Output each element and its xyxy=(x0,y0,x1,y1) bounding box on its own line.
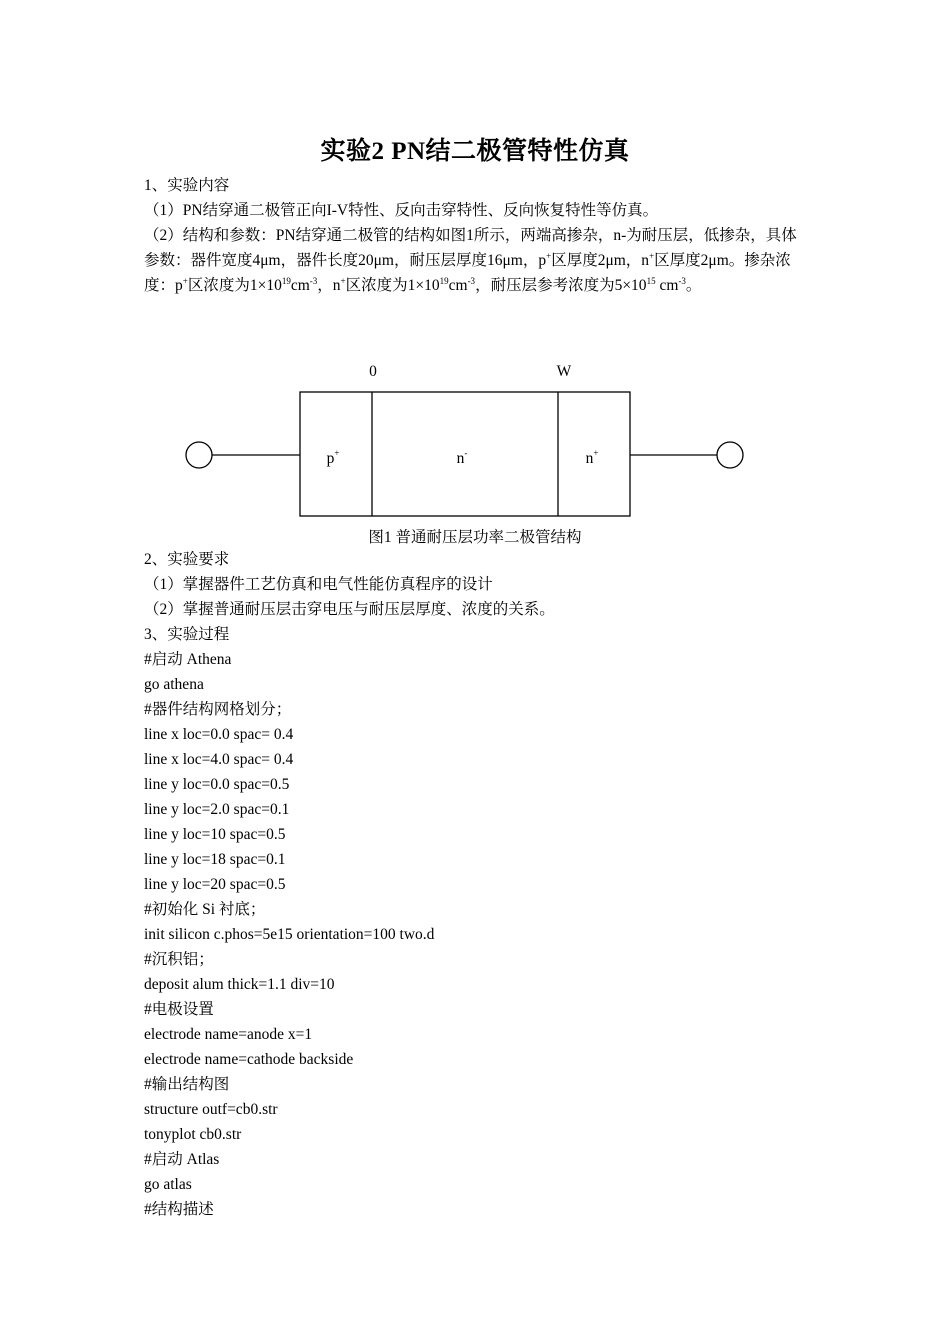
position-label-0: 0 xyxy=(369,363,377,380)
code-line: #沉积铝； xyxy=(144,951,214,968)
anode-terminal xyxy=(186,442,212,468)
code-line: #初始化 Si 衬底； xyxy=(144,901,266,918)
code-line: line x loc=4.0 spac= 0.4 xyxy=(144,751,294,768)
position-label-w: W xyxy=(556,363,572,380)
item2-line2: 参数：器件宽度4μm，器件长度20μm，耐压层厚度16μm，p+区厚度2μm，n+区厚度2μm。掺杂浓 xyxy=(144,251,791,269)
code-line: line y loc=0.0 spac=0.5 xyxy=(144,776,290,793)
cathode-terminal xyxy=(717,442,743,468)
item2-line3: 度：p+区浓度为$1\times 10^{19}cm^{-3}$，n+区浓度为$1\times 10^{19}cm^{-3}$，耐压层参考浓度为$5\times 10^{15}$ $cm^{-3}$。 xyxy=(144,276,702,294)
figure-caption: 图1 普通耐压层功率二极管结构 xyxy=(368,529,582,546)
region-n-minus-label: n- xyxy=(456,448,468,467)
region-n-plus-label: n+ xyxy=(585,448,599,467)
code-line: deposit alum thick=1.1 div=10 xyxy=(144,976,335,993)
code-line: #器件结构网格划分； xyxy=(144,701,292,718)
code-line: #电极设置 xyxy=(144,1001,214,1018)
section1-heading: 1、实验内容 xyxy=(144,177,230,194)
code-line: go atlas xyxy=(144,1176,192,1193)
code-line: structure outf=cb0.str xyxy=(144,1101,278,1118)
diode-structure-diagram xyxy=(0,350,950,530)
section2-heading: 2、实验要求 xyxy=(144,551,230,568)
section1-item1: （1）PN结穿通二极管正向I-V特性、反向击穿特性、反向恢复特性等仿真。 xyxy=(144,202,659,219)
code-line: line y loc=18 spac=0.1 xyxy=(144,851,286,868)
code-line: #输出结构图 xyxy=(144,1076,230,1093)
code-line: line y loc=2.0 spac=0.1 xyxy=(144,801,290,818)
code-line: line y loc=20 spac=0.5 xyxy=(144,876,286,893)
code-line: electrode name=anode x=1 xyxy=(144,1026,313,1043)
code-line: line x loc=0.0 spac= 0.4 xyxy=(144,726,294,743)
section3-heading: 3、实验过程 xyxy=(144,626,230,643)
code-line: line y loc=10 spac=0.5 xyxy=(144,826,286,843)
section2-item1: （1）掌握器件工艺仿真和电气性能仿真程序的设计 xyxy=(144,576,493,593)
code-line: #启动 Athena xyxy=(144,651,232,668)
section1-item2 xyxy=(144,223,808,298)
code-line: go athena xyxy=(144,676,204,693)
code-line: #启动 Atlas xyxy=(144,1151,220,1168)
code-line: #结构描述 xyxy=(144,1201,214,1218)
document-title: 实验2 PN结二极管特性仿真 xyxy=(320,138,630,165)
section2-item2: （2）掌握普通耐压层击穿电压与耐压层厚度、浓度的关系。 xyxy=(144,601,555,618)
code-line: electrode name=cathode backside xyxy=(144,1051,354,1068)
code-line: tonyplot cb0.str xyxy=(144,1126,242,1143)
item2-line1: （2）结构和参数：PN结穿通二极管的结构如图1所示，两端高掺杂，n-为耐压层，低掺杂，具体 xyxy=(144,227,797,244)
code-line: init silicon c.phos=5e15 orientation=100 two.d xyxy=(144,926,435,943)
region-p-plus-label: p+ xyxy=(326,448,340,467)
